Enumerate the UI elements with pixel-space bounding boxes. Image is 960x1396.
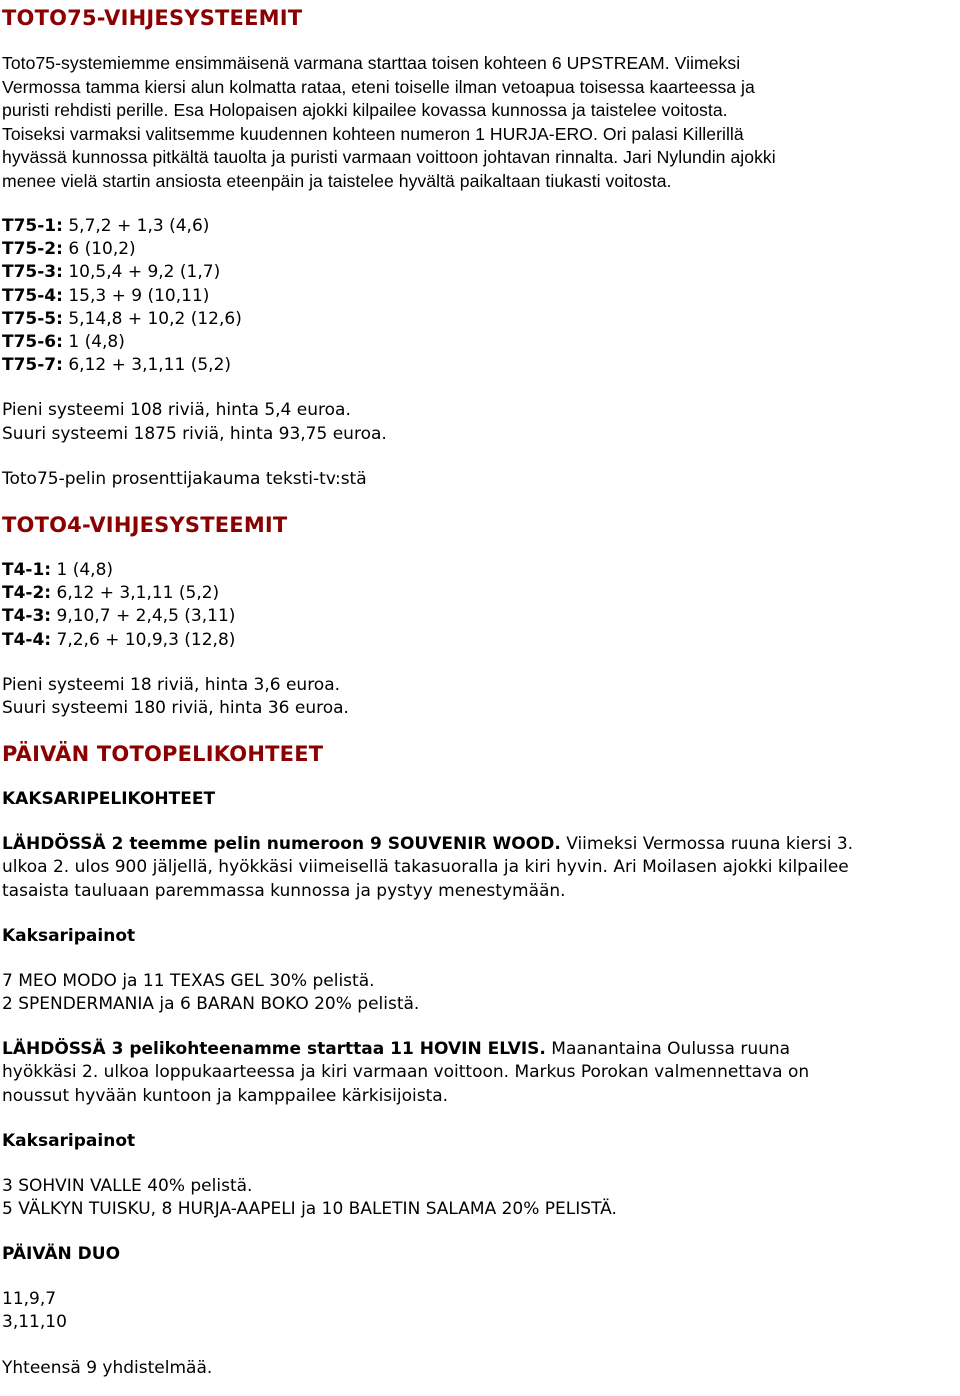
leg-row xyxy=(2,215,958,238)
start2-line-1-rest: Viimeksi Vermossa ruuna kiersi 3. xyxy=(566,834,854,855)
leg-value: 7,2,6 + 10,9,3 (12,8) xyxy=(56,629,236,650)
start3-line-1 xyxy=(2,1038,958,1061)
leg-label: T75-5: xyxy=(2,308,63,329)
start2-paragraph xyxy=(2,833,958,903)
leg-value: 1 (4,8) xyxy=(68,332,125,353)
duo-total: Yhteensä 9 yhdistelmää. xyxy=(2,1357,213,1378)
leg-row xyxy=(2,605,958,628)
start2-bold-lead: LÄHDÖSSÄ 2 teemme pelin numeroon 9 SOUVENIR WOOD. xyxy=(2,834,561,855)
leg-label: T4-2: xyxy=(2,583,52,604)
intro-line: hyvässä kunnossa pitkältä tauolta ja puristi varmaan voittoon johtavan rinnalta. Jari Nylundin ajokki xyxy=(2,147,776,167)
leg-value: 10,5,4 + 9,2 (1,7) xyxy=(68,262,221,283)
leg-label: T75-7: xyxy=(2,355,63,376)
leg-label: T75-6: xyxy=(2,332,63,353)
toto4-heading: TOTO4-VIHJESYSTEEMIT xyxy=(2,513,288,538)
start3-weights xyxy=(2,1175,958,1221)
start3-paragraph xyxy=(2,1038,958,1108)
leg-value: 15,3 + 9 (10,11) xyxy=(68,285,210,306)
intro-line: Toiseksi varmaksi valitsemme kuudennen kohteen numeron 1 HURJA-ERO. Ori palasi Killerillä xyxy=(2,123,744,144)
weight-line: 2 SPENDERMANIA ja 6 BARAN BOKO 20% pelistä. xyxy=(2,994,420,1015)
percent-distribution-link[interactable]: Toto75-pelin prosenttijakauma teksti-tv:stä xyxy=(2,468,367,489)
leg-label: T75-3: xyxy=(2,262,63,283)
start3-line-3: noussut hyvään kuntoon ja kamppailee kärkisijoista. xyxy=(2,1085,449,1106)
leg-row xyxy=(2,308,958,331)
intro-line: puristi rehdisti perille. Esa Holopaisen ajokki kilpailee kovassa kunnossa ja taistelee voitosta. xyxy=(2,100,728,120)
small-system-text: Pieni systeemi 18 riviä, hinta 3,6 euroa. xyxy=(2,674,341,695)
leg-row xyxy=(2,582,958,605)
leg-value: 6,12 + 3,1,11 (5,2) xyxy=(68,355,232,376)
toto4-legs xyxy=(2,559,958,652)
leg-row xyxy=(2,331,958,354)
intro-line: Vermossa tamma kiersi alun kolmatta rataa, eteni toiselle ilman vetoapua toisessa kaarteessa ja xyxy=(2,76,755,97)
kaksari-subheading: KAKSARIPELIKOHTEET xyxy=(2,789,216,810)
toto75-heading: TOTO75-VIHJESYSTEEMIT xyxy=(2,6,303,30)
start2-line-3: tasaista tauluaan paremmassa kunnossa ja pystyy menestymään. xyxy=(2,880,566,901)
small-system-text: Pieni systeemi 108 riviä, hinta 5,4 euroa. xyxy=(2,400,351,421)
leg-value: 1 (4,8) xyxy=(56,560,114,581)
toto75-legs xyxy=(2,215,958,377)
leg-value: 5,14,8 + 10,2 (12,6) xyxy=(68,308,242,329)
leg-value: 6,12 + 3,1,11 (5,2) xyxy=(56,583,220,604)
toto75-systems xyxy=(2,399,958,445)
duo-row: 3,11,10 xyxy=(2,1312,67,1333)
duo-rows xyxy=(2,1288,958,1334)
leg-label: T4-4: xyxy=(2,629,52,650)
intro-line: menee vielä startin ansiosta eteenpäin ja taistelee hyvältä paikaltaan tiukasti voitosta. xyxy=(2,170,672,191)
toto4-systems xyxy=(2,674,958,720)
large-system-text: Suuri systeemi 180 riviä, hinta 36 euroa. xyxy=(2,698,349,719)
leg-row xyxy=(2,285,958,308)
weight-line: 7 MEO MODO ja 11 TEXAS GEL 30% pelistä. xyxy=(2,970,375,991)
start3-line-1-rest: Maanantaina Oulussa ruuna xyxy=(551,1039,791,1060)
leg-row xyxy=(2,629,958,652)
start2-line-2: ulkoa 2. ulos 900 jäljellä, hyökkäsi viimeisellä takasuoralla ja kiri hyvin. Ari Moilasen ajokki kilpailee xyxy=(2,857,849,878)
weight-line: 3 SOHVIN VALLE 40% pelistä. xyxy=(2,1175,253,1196)
leg-label: T75-4: xyxy=(2,285,63,306)
leg-value: 6 (10,2) xyxy=(68,239,136,260)
duo-row: 11,9,7 xyxy=(2,1289,57,1310)
leg-value: 9,10,7 + 2,4,5 (3,11) xyxy=(56,606,236,627)
leg-row xyxy=(2,559,958,582)
large-system-text: Suuri systeemi 1875 riviä, hinta 93,75 euroa. xyxy=(2,423,387,444)
weight-line: 5 VÄLKYN TUISKU, 8 HURJA-AAPELI ja 10 BALETIN SALAMA 20% PELISTÄ. xyxy=(2,1199,617,1220)
daily-heading: PÄIVÄN TOTOPELIKOHTEET xyxy=(2,742,324,767)
start3-weights-heading: Kaksaripainot xyxy=(2,1130,136,1151)
leg-label: T4-3: xyxy=(2,606,52,627)
start2-line-1 xyxy=(2,833,958,856)
leg-value: 5,7,2 + 1,3 (4,6) xyxy=(68,216,210,236)
start3-bold-lead: LÄHDÖSSÄ 3 pelikohteenamme starttaa 11 HOVIN ELVIS. xyxy=(2,1039,546,1060)
leg-label: T4-1: xyxy=(2,560,52,581)
leg-row xyxy=(2,238,958,261)
duo-heading: PÄIVÄN DUO xyxy=(2,1244,121,1265)
start2-weights xyxy=(2,970,958,1016)
leg-row xyxy=(2,261,958,284)
leg-row xyxy=(2,354,958,377)
leg-label: T75-1: xyxy=(2,216,63,236)
start3-line-2: hyökkäsi 2. ulkoa loppukaarteessa ja kiri varmaan voittoon. Markus Porokan valmennettava on xyxy=(2,1062,810,1083)
start2-weights-heading: Kaksaripainot xyxy=(2,925,136,946)
leg-label: T75-2: xyxy=(2,239,63,260)
toto75-intro xyxy=(2,52,958,193)
intro-line: Toto75-systemiemme ensimmäisenä varmana starttaa toisen kohteen 6 UPSTREAM. Viimeksi xyxy=(2,53,741,73)
